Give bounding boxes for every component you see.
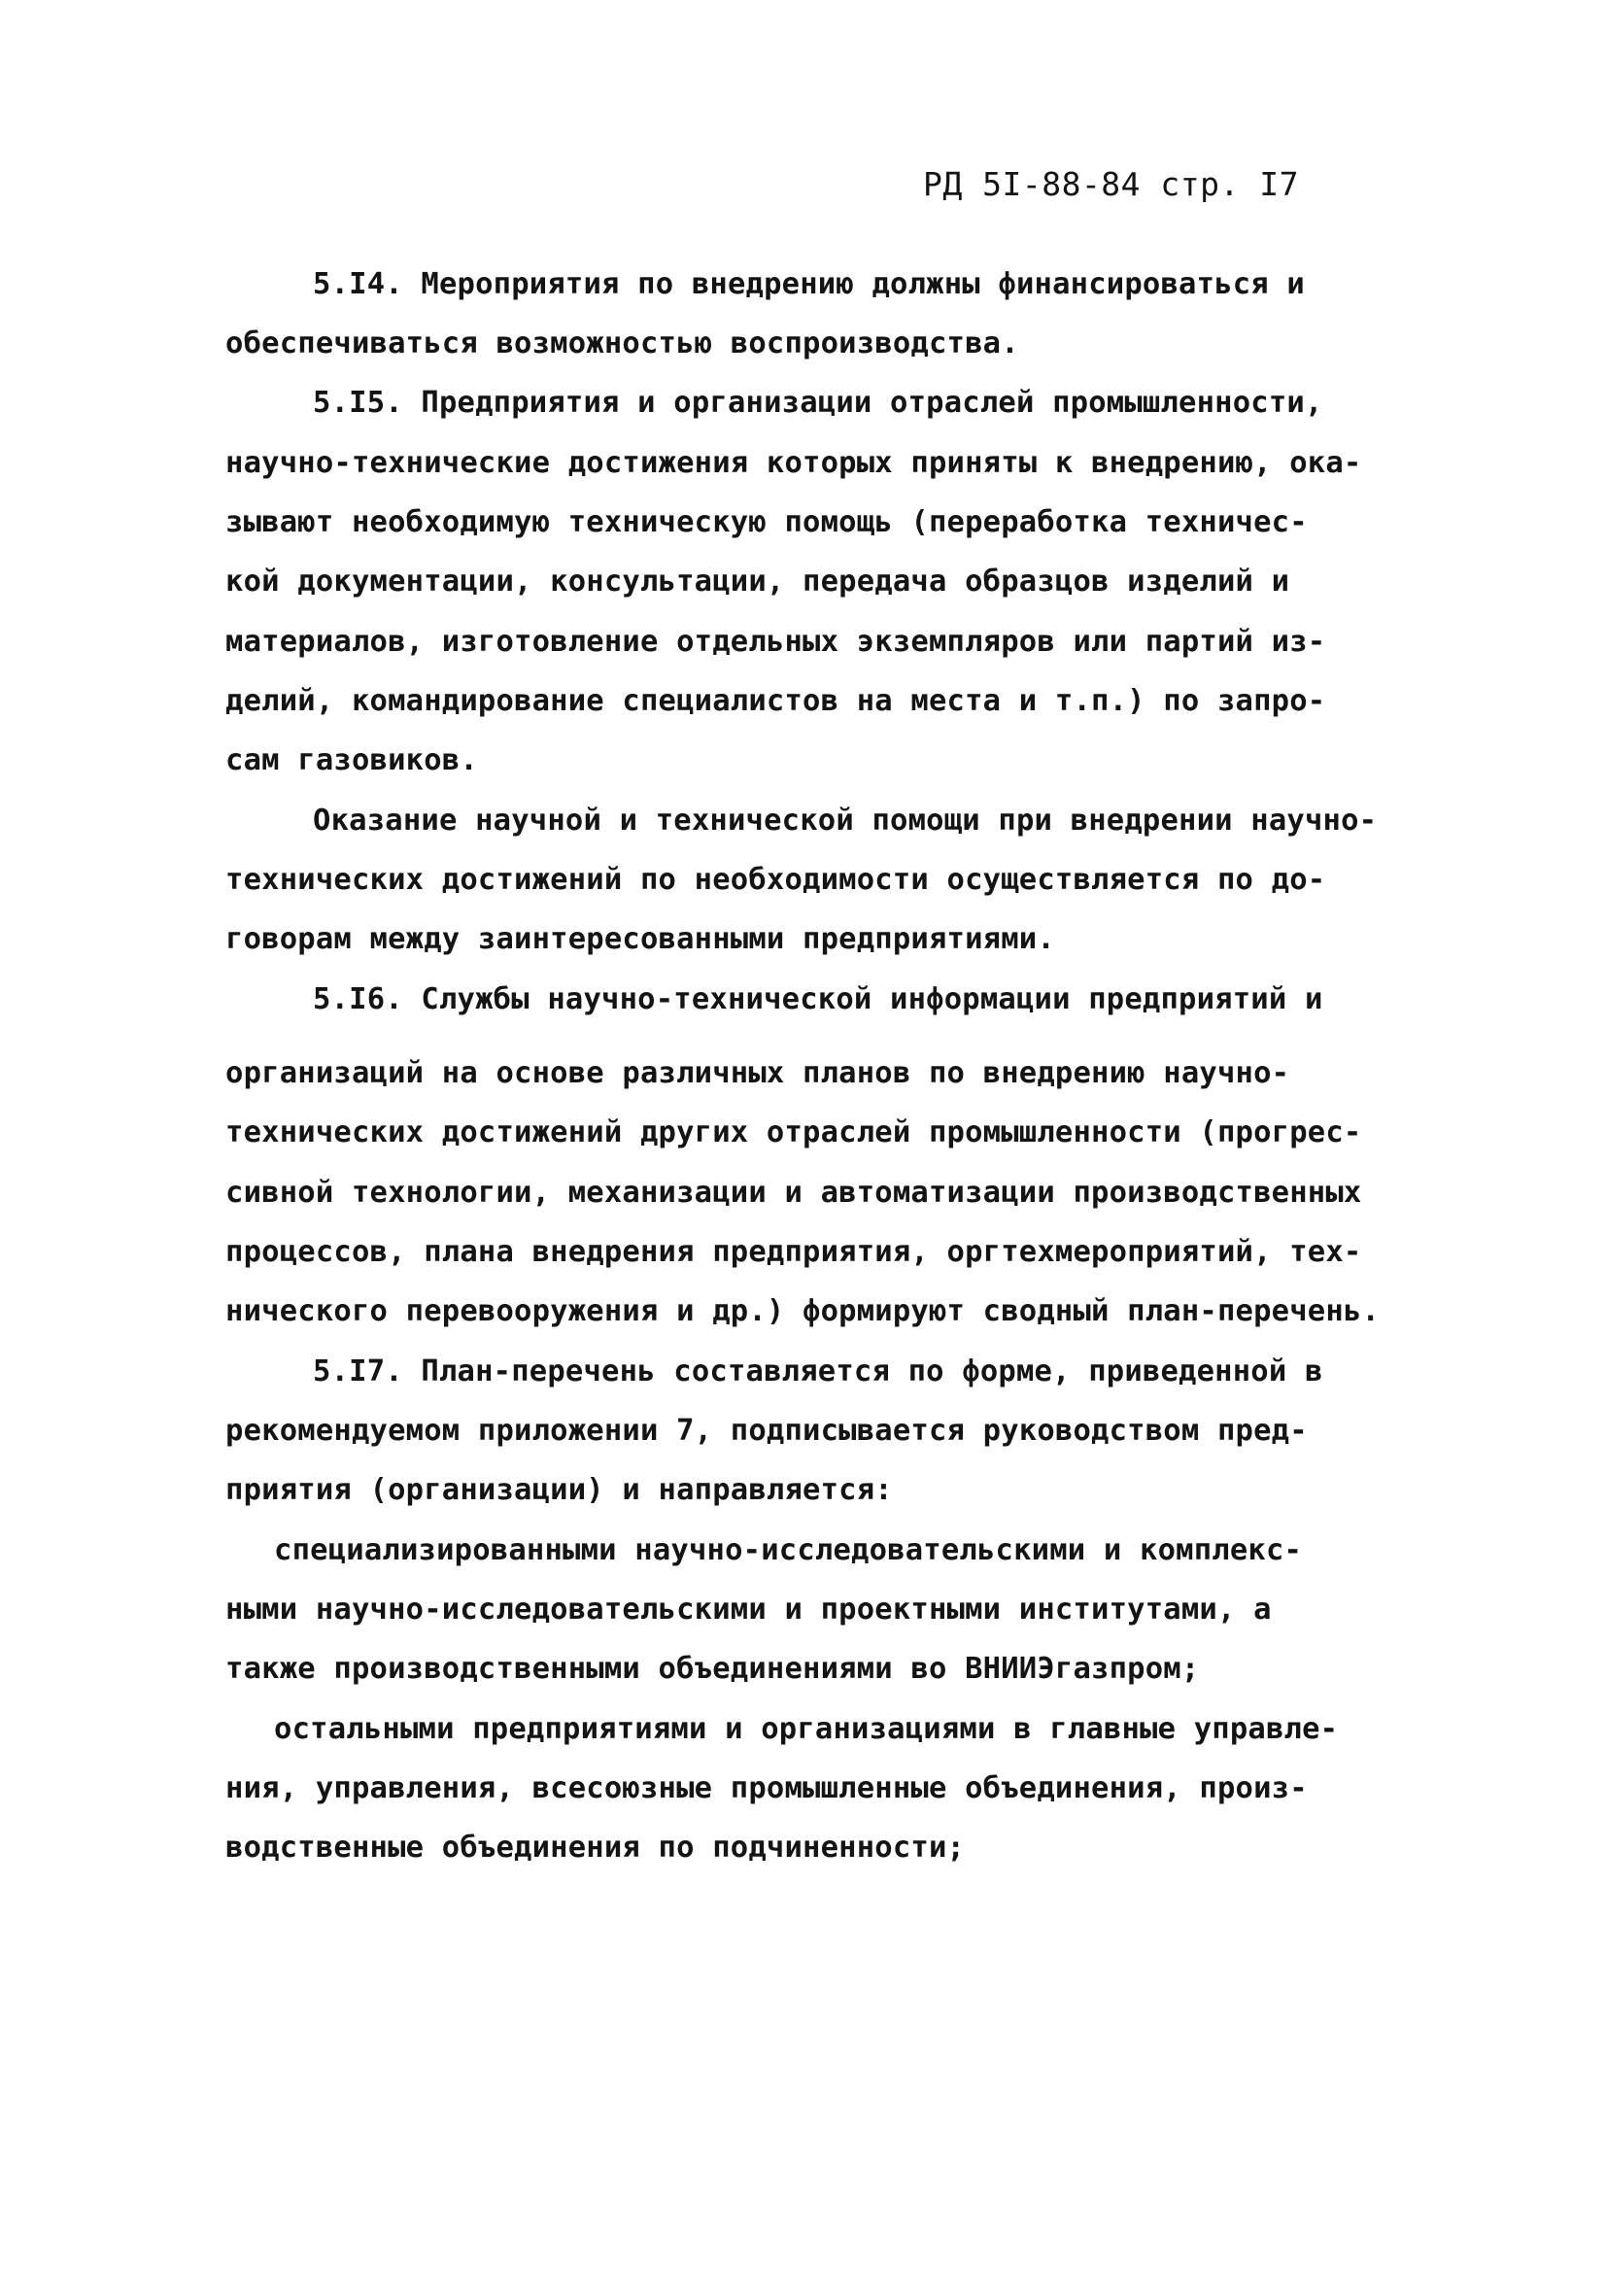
text-line: организаций на основе различных планов по внедрению научно- bbox=[225, 1056, 1290, 1090]
text-line: ными научно-исследовательскими и проектными институтами, а bbox=[225, 1593, 1272, 1627]
text-line: обеспечиваться возможностью воспроизводства. bbox=[225, 326, 1019, 360]
text-line: 5.I7. План-перечень составляется по форме, приведенной в bbox=[313, 1354, 1323, 1388]
text-line: остальными предприятиями и организациями в главные управле- bbox=[274, 1712, 1339, 1746]
text-line: технических достижений других отраслей промышленности (прогрес- bbox=[225, 1115, 1362, 1149]
text-line: 5.I5. Предприятия и организации отраслей промышленности, bbox=[313, 386, 1323, 420]
text-line: ния, управления, всесоюзные промышленные объединения, произ- bbox=[225, 1771, 1308, 1805]
text-line: нического перевооружения и др.) формируют сводный план-перечень. bbox=[225, 1294, 1381, 1328]
text-line: Оказание научной и технической помощи при внедрении научно- bbox=[313, 804, 1378, 838]
text-line: сам газовиков. bbox=[225, 743, 478, 777]
text-line: 5.I4. Мероприятия по внедрению должны финансироваться и bbox=[313, 267, 1305, 301]
text-line: кой документации, консультации, передача образцов изделий и bbox=[225, 565, 1290, 599]
text-line: процессов, плана внедрения предприятия, оргтехмероприятий, тех- bbox=[225, 1235, 1362, 1269]
text-line: зывают необходимую техническую помощь (переработка техничес- bbox=[225, 505, 1308, 539]
text-line: рекомендуемом приложении 7, подписывается руководством пред- bbox=[225, 1414, 1308, 1448]
text-line: научно-технические достижения которых приняты к внедрению, ока- bbox=[225, 446, 1362, 480]
text-line: технических достижений по необходимости осуществляется по до- bbox=[225, 863, 1326, 897]
text-line: 5.I6. Службы научно-технической информации предприятий и bbox=[313, 982, 1323, 1016]
text-line: материалов, изготовление отдельных экземпляров или партий из- bbox=[225, 625, 1326, 659]
text-line: водственные объединения по подчиненности; bbox=[225, 1831, 966, 1865]
text-line: приятия (организации) и направляется: bbox=[225, 1473, 893, 1507]
text-line: делий, командирование специалистов на места и т.п.) по запро- bbox=[225, 684, 1326, 718]
text-line: сивной технологии, механизации и автоматизации производственных bbox=[225, 1176, 1362, 1210]
text-line: специализированными научно-исследовательскими и комплекс- bbox=[274, 1533, 1303, 1567]
page-header: РД 5I-88-84 стр. I7 bbox=[923, 165, 1299, 203]
text-line: также производственными объединениями во ВНИИЭгазпром; bbox=[225, 1652, 1200, 1686]
text-line: говорам между заинтересованными предприятиями. bbox=[225, 922, 1055, 956]
